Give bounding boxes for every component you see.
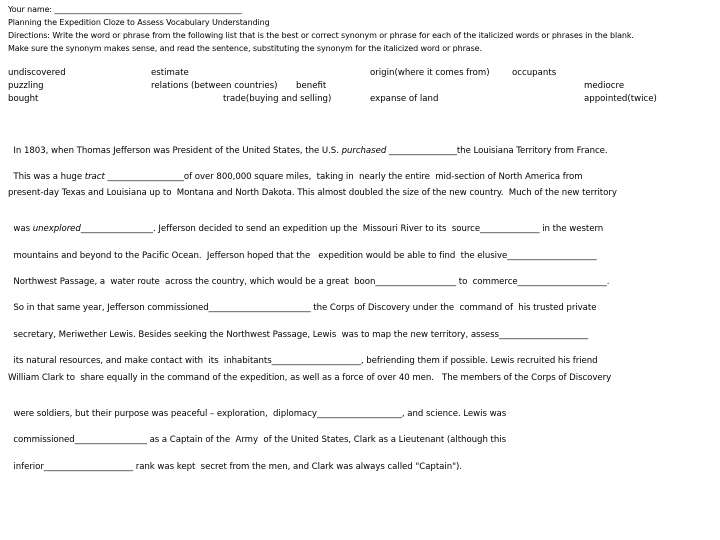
- answer-blank[interactable]: ______________ in the western: [480, 224, 604, 234]
- word-list-item: undiscovered: [8, 68, 66, 78]
- page-title: Planning the Expedition Cloze to Assess Vocabulary Understanding: [8, 18, 270, 27]
- italic-word: unexplored: [32, 224, 81, 234]
- word-list-item: appointed(twice): [584, 94, 657, 104]
- directions-line-2: Make sure the synonym makes sense, and read the sentence, substituting the synonym for the italicized word or phrase.: [8, 44, 482, 53]
- word-list-item: mediocre: [584, 81, 625, 91]
- passage-line: Northwest Passage, a water route across the country, which would be a great boon___________________ to commerce_____________________.: [13, 277, 610, 287]
- answer-blank[interactable]: _____________________.: [517, 277, 610, 287]
- passage-line: So in that same year, Jefferson commissioned________________________ the Corps of Discovery under the command of his trusted private: [13, 303, 597, 313]
- answer-blank[interactable]: _____________________: [43, 462, 134, 472]
- word-list-item: relations (between countries): [151, 81, 278, 91]
- passage-line: This was a huge tract __________________of over 800,000 square miles, taking in nearly the entire mid-section of North America from: [13, 172, 583, 182]
- answer-blank[interactable]: __________________of over 800,000 square miles, taking in nearly the entire mid-section of North America from: [104, 172, 583, 182]
- passage-line: present-day Texas and Louisiana up to Montana and North Dakota. This almost doubled the size of the new country. Much of the new territory: [8, 188, 617, 198]
- word-list-item: bought: [8, 94, 39, 104]
- passage-line: were soldiers, but their purpose was peaceful – exploration, diplomacy____________________, and science. Lewis was: [13, 409, 507, 419]
- word-list-item: occupants: [512, 68, 557, 78]
- italic-word: tract: [84, 172, 105, 182]
- passage-line: commissioned_________________ as a Captain of the Army of the United States, Clark as a Lieutenant (although this: [13, 435, 507, 445]
- passage-line: secretary, Meriwether Lewis. Besides seeking the Northwest Passage, Lewis was to map the new territory, assess_____________________: [13, 330, 589, 340]
- name-line: Your name: ________________________________________________: [8, 5, 242, 14]
- answer-blank[interactable]: ________________________: [208, 303, 311, 313]
- word-list-item: origin(where it comes from): [370, 68, 490, 78]
- passage-line: its natural resources, and make contact with its inhabitants_____________________, befriending them if possible. Lewis recruited his friend: [13, 356, 598, 366]
- answer-blank[interactable]: ___________________: [375, 277, 457, 287]
- word-list-item: estimate: [151, 68, 189, 78]
- answer-blank[interactable]: _____________________: [507, 251, 597, 261]
- word-list-item: expanse of land: [370, 94, 439, 104]
- answer-blank[interactable]: _____________________: [271, 356, 361, 366]
- answer-blank[interactable]: _____________________: [498, 330, 589, 340]
- answer-blank[interactable]: ____________________: [316, 409, 402, 419]
- answer-blank[interactable]: ________________the Louisiana Territory from France.: [386, 146, 608, 156]
- word-list-item: puzzling: [8, 81, 44, 91]
- passage-line: inferior_____________________ rank was kept secret from the men, and Clark was always called "Captain").: [13, 462, 462, 472]
- passage-line: In 1803, when Thomas Jefferson was President of the United States, the U.S. purchased ________________the Louisiana Territory from France.: [13, 146, 608, 156]
- passage-line: William Clark to share equally in the command of the expedition, as well as a force of over 40 men. The members of the Corps of Discovery: [8, 373, 612, 383]
- passage-line: was unexplored_________________. Jefferson decided to send an expedition up the Missouri River to its source______________ in the western: [13, 224, 604, 234]
- word-list-item: benefit: [296, 81, 327, 91]
- answer-blank[interactable]: _________________. Jefferson decided to send an expedition up the Missouri River to its source: [80, 224, 481, 234]
- italic-word: purchased: [341, 146, 387, 156]
- answer-blank[interactable]: _________________: [74, 435, 147, 445]
- word-list-item: trade(buying and selling): [223, 94, 332, 104]
- passage-line: mountains and beyond to the Pacific Ocean. Jefferson hoped that the expedition would be able to find the elusive_____________________: [13, 251, 597, 261]
- directions-line-1: Directions: Write the word or phrase from the following list that is the best or correct synonym or phrase for each of the italicized words or phrases in the blank.: [8, 31, 634, 40]
